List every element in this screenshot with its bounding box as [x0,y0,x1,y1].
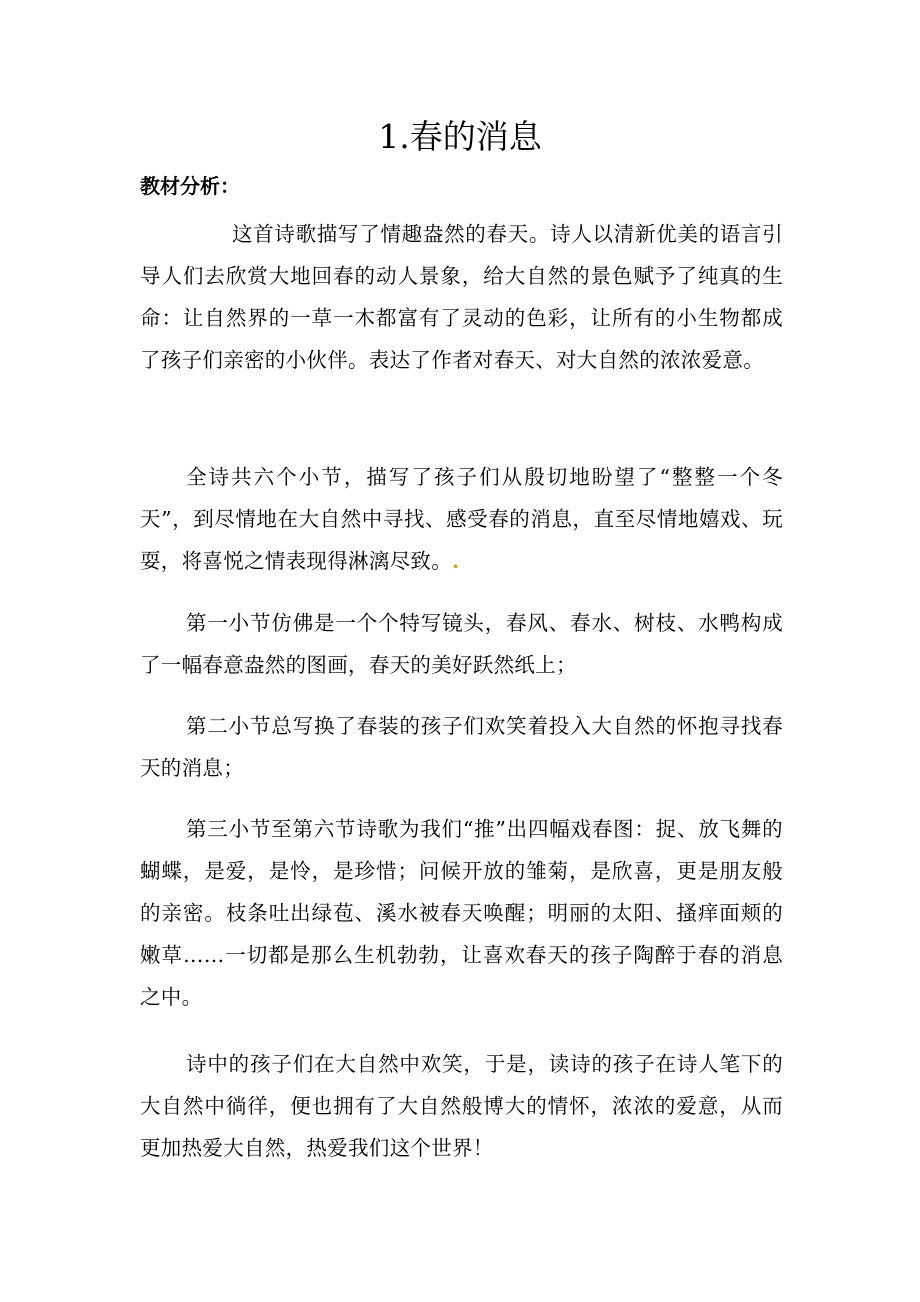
paragraph-stanza-one [140,602,783,686]
paragraph-text: 这首诗歌描写了情趣盎然的春天。诗人以清新优美的语言引导人们去欣赏大地回春的动人景象，给大自然的景色赋予了纯真的生命：让自然界的一草一木都富有了灵动的色彩，让所有的小生物都成了孩子们亲密的小伙伴。表达了作者对春天、对大自然的浓浓爱意。 [140,222,783,372]
document-title: 1.春的消息 [378,117,542,156]
paragraph-stanza-three-to-six [140,808,783,1018]
edit-marker: . [452,549,460,573]
paragraph-stanza-two [140,705,783,789]
paragraph-analysis [140,213,783,381]
section-heading: 教材分析： [140,174,240,198]
paragraph-text: 诗中的孩子们在大自然中欢笑，于是，读诗的孩子在诗人笔下的大自然中徜徉，便也拥有了大自然般博大的情怀，浓浓的爱意，从而更加热爱大自然，热爱我们这个世界！ [140,1052,783,1160]
paragraph-structure [140,456,783,582]
paragraph-text: 第二小节总写换了春装的孩子们欢笑着投入大自然的怀抱寻找春天的消息； [140,714,783,780]
paragraph-conclusion [140,1043,783,1169]
paragraph-text: 第三小节至第六节诗歌为我们“推”出四幅戏春图：捉、放飞舞的蝴蝶，是爱，是怜，是珍惜；问候开放的雏菊，是欣喜，更是朋友般的亲密。枝条吐出绿苞、溪水被春天唤醒；明丽的太阳、搔痒面颊的嫩草……一切都是那么生机勃勃，让喜欢春天的孩子陶醉于春的消息之中。 [140,817,783,1009]
paragraph-text: 全诗共六个小节，描写了孩子们从殷切地盼望了“整整一个冬天”，到尽情地在大自然中寻找、感受春的消息，直至尽情地嬉戏、玩耍，将喜悦之情表现得淋漓尽致。 [140,465,783,573]
paragraph-text: 第一小节仿佛是一个个特写镜头，春风、春水、树枝、水鸭构成了一幅春意盎然的图画，春天的美好跃然纸上； [140,611,783,677]
